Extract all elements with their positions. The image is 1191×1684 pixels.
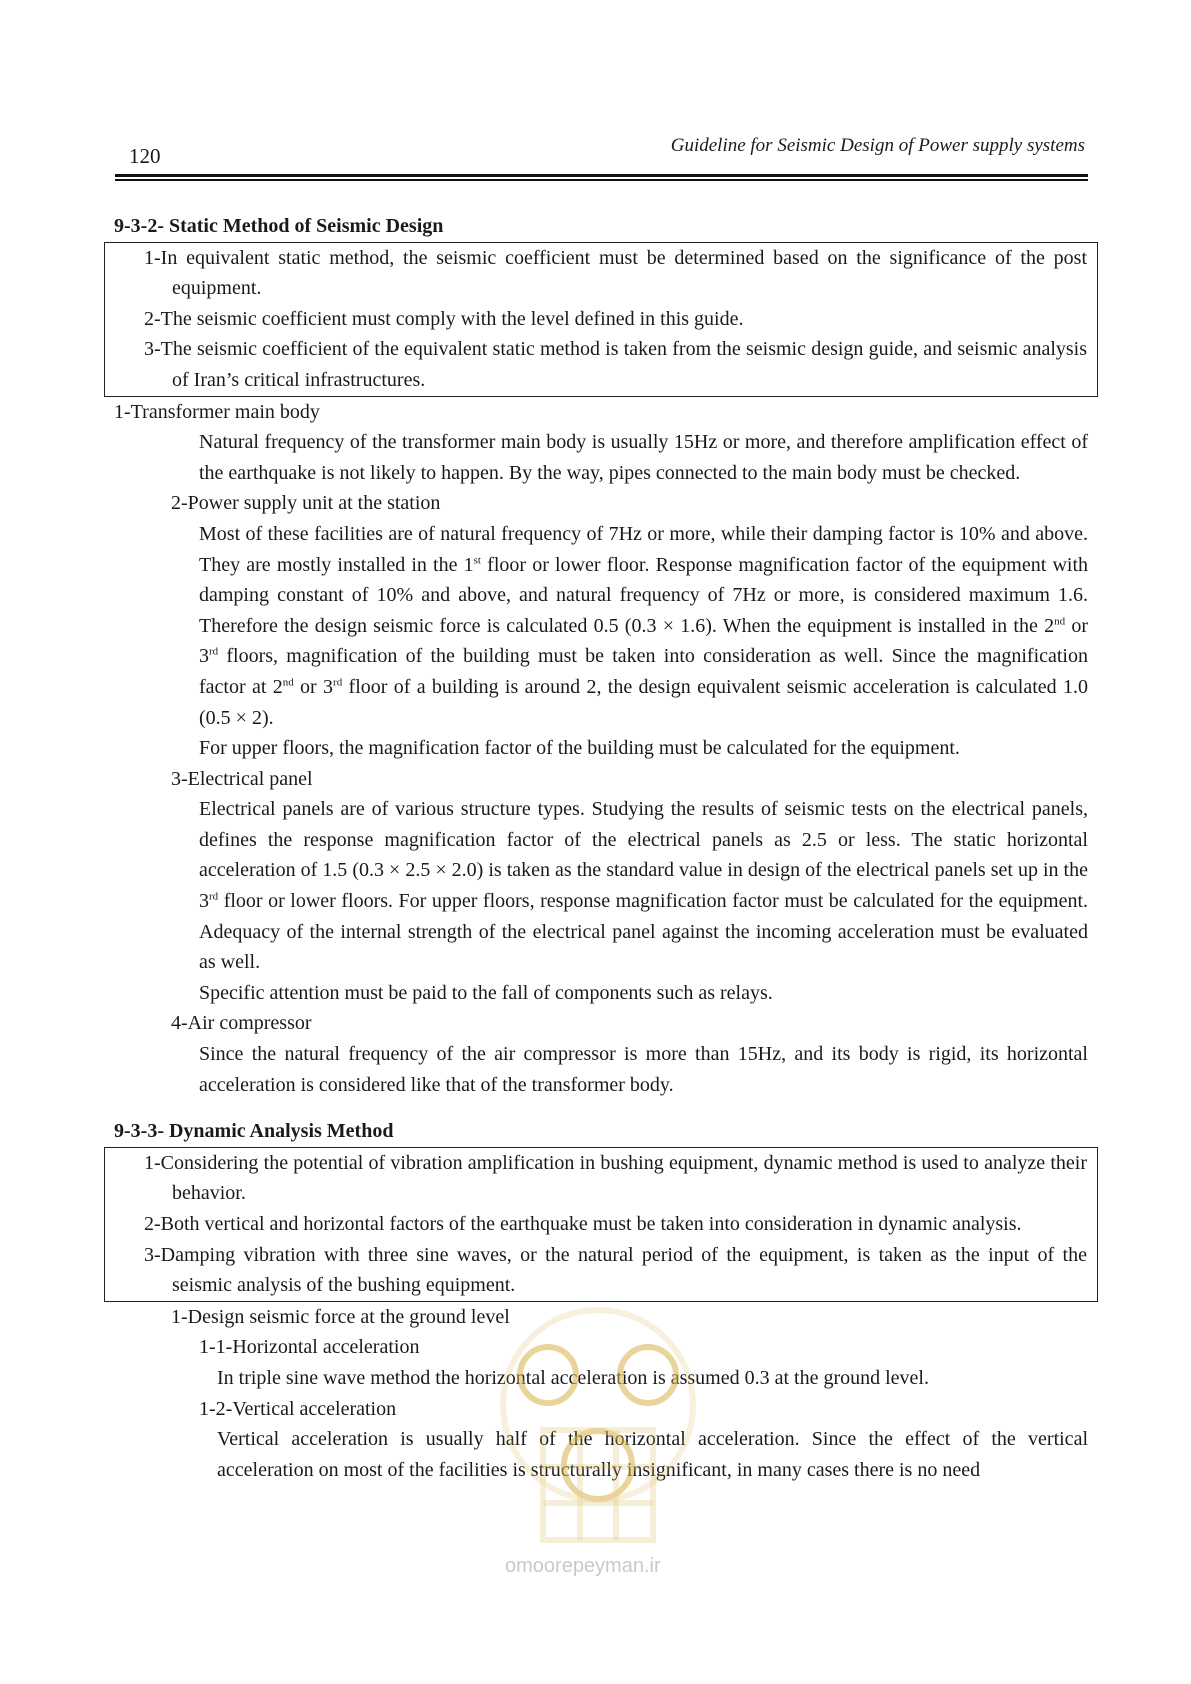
box-item: 3-Damping vibration with three sine waves, or the natural period of the equipment, is taken as the input of the seismic analysis of the bushing equipment.: [144, 1243, 1087, 1297]
box-item: 2-Both vertical and horizontal factors of the earthquake must be taken into consideration in dynamic analysis.: [144, 1213, 1022, 1235]
header-rule-thick: [115, 174, 1088, 177]
item-title-air-compressor: 4-Air compressor: [171, 1012, 312, 1035]
page-header: [115, 132, 1088, 172]
item-body-transformer: Natural frequency of the transformer main body is usually 15Hz or more, and therefore amplification effect of the earthquake is not likely to happen. By the way, pipes connected to the main body must be checked.: [199, 431, 1088, 484]
running-title: Guideline for Seismic Design of Power supply systems: [670, 135, 1085, 156]
item-title-design-force: 1-Design seismic force at the ground level: [171, 1305, 510, 1328]
watermark-logo: [488, 1255, 708, 1585]
box-item: 1-In equivalent static method, the seismic coefficient must be determined based on the significance of the post equipment.: [144, 246, 1087, 300]
subitem-body-vertical: Vertical acceleration is usually half of the horizontal acceleration. Since the effect of the vertical acceleration on most of the facilities is structurally insignificant, in many cases there is no need: [217, 1428, 1088, 1481]
watermark-site: omoorepeyman.ir: [505, 1555, 661, 1577]
item-title-electrical-panel: 3-Electrical panel: [171, 767, 313, 790]
item-body-air-compressor: Since the natural frequency of the air compressor is more than 15Hz, and its body is rigid, its horizontal acceleration is considered like that of the transformer body.: [199, 1043, 1088, 1096]
item-note-electrical-panel: Specific attention must be paid to the fall of components such as relays.: [199, 981, 773, 1004]
subitem-title-horizontal: 1-1-Horizontal acceleration: [199, 1336, 420, 1359]
item-title-power-supply: 2-Power supply unit at the station: [171, 492, 441, 515]
box-item: 3-The seismic coefficient of the equivalent static method is taken from the seismic design guide, and seismic analysis of Iran’s critical infrastructures.: [144, 338, 1087, 391]
item-body-power-supply: Most of these facilities are of natural frequency of 7Hz or more, while their damping factor is 10% and above. They are mostly installed in the 1st floor or lower floor. Response magnification factor of the equipment with damping constant of 10% and above, and natural frequency of 7Hz or more, is considered maximum 1.6. Therefore the design seismic force is calculated 0.5 (0.3 × 1.6). When the equipment is installed in the 2nd or 3rd floors, magnification of the building must be taken into consideration as well. Since the magnification factor at 2nd or 3rd floor of a building is around 2, the design equivalent seismic acceleration is calculated 1.0 (0.5 × 2).: [199, 522, 1088, 729]
subitem-title-vertical: 1-2-Vertical acceleration: [199, 1397, 397, 1420]
subitem-body-horizontal: In triple sine wave method the horizontal acceleration is assumed 0.3 at the ground level.: [217, 1366, 929, 1389]
box-item: 2-The seismic coefficient must comply with the level defined in this guide.: [144, 307, 744, 330]
section-heading-933: 9-3-3- Dynamic Analysis Method: [114, 1120, 394, 1143]
box-item: 1-Considering the potential of vibration amplification in bushing equipment, dynamic method is used to analyze their behavior.: [144, 1151, 1087, 1205]
requirements-box-932: [104, 242, 1098, 397]
section-heading-932: 9-3-2- Static Method of Seismic Design: [114, 215, 444, 237]
item-body-electrical-panel: Electrical panels are of various structure types. Studying the results of seismic tests on the electrical panels, defines the response magnification factor of the electrical panels as 2.5 or less. The static horizontal acceleration of 1.5 (0.3 × 2.5 × 2.0) is taken as the standard value in design of the electrical panels set up in the 3rd floor or lower floors. For upper floors, response magnification factor must be calculated for the equipment. Adequacy of the internal strength of the electrical panel against the incoming acceleration must be evaluated as well.: [199, 798, 1088, 974]
page-number: 120: [129, 144, 161, 168]
section-gap: [114, 1100, 1088, 1116]
item-title-transformer: 1-Transformer main body: [114, 400, 320, 423]
item-note-power-supply: For upper floors, the magnification factor of the building must be calculated for the equipment.: [199, 737, 960, 760]
header-rule-thin: [115, 179, 1088, 181]
